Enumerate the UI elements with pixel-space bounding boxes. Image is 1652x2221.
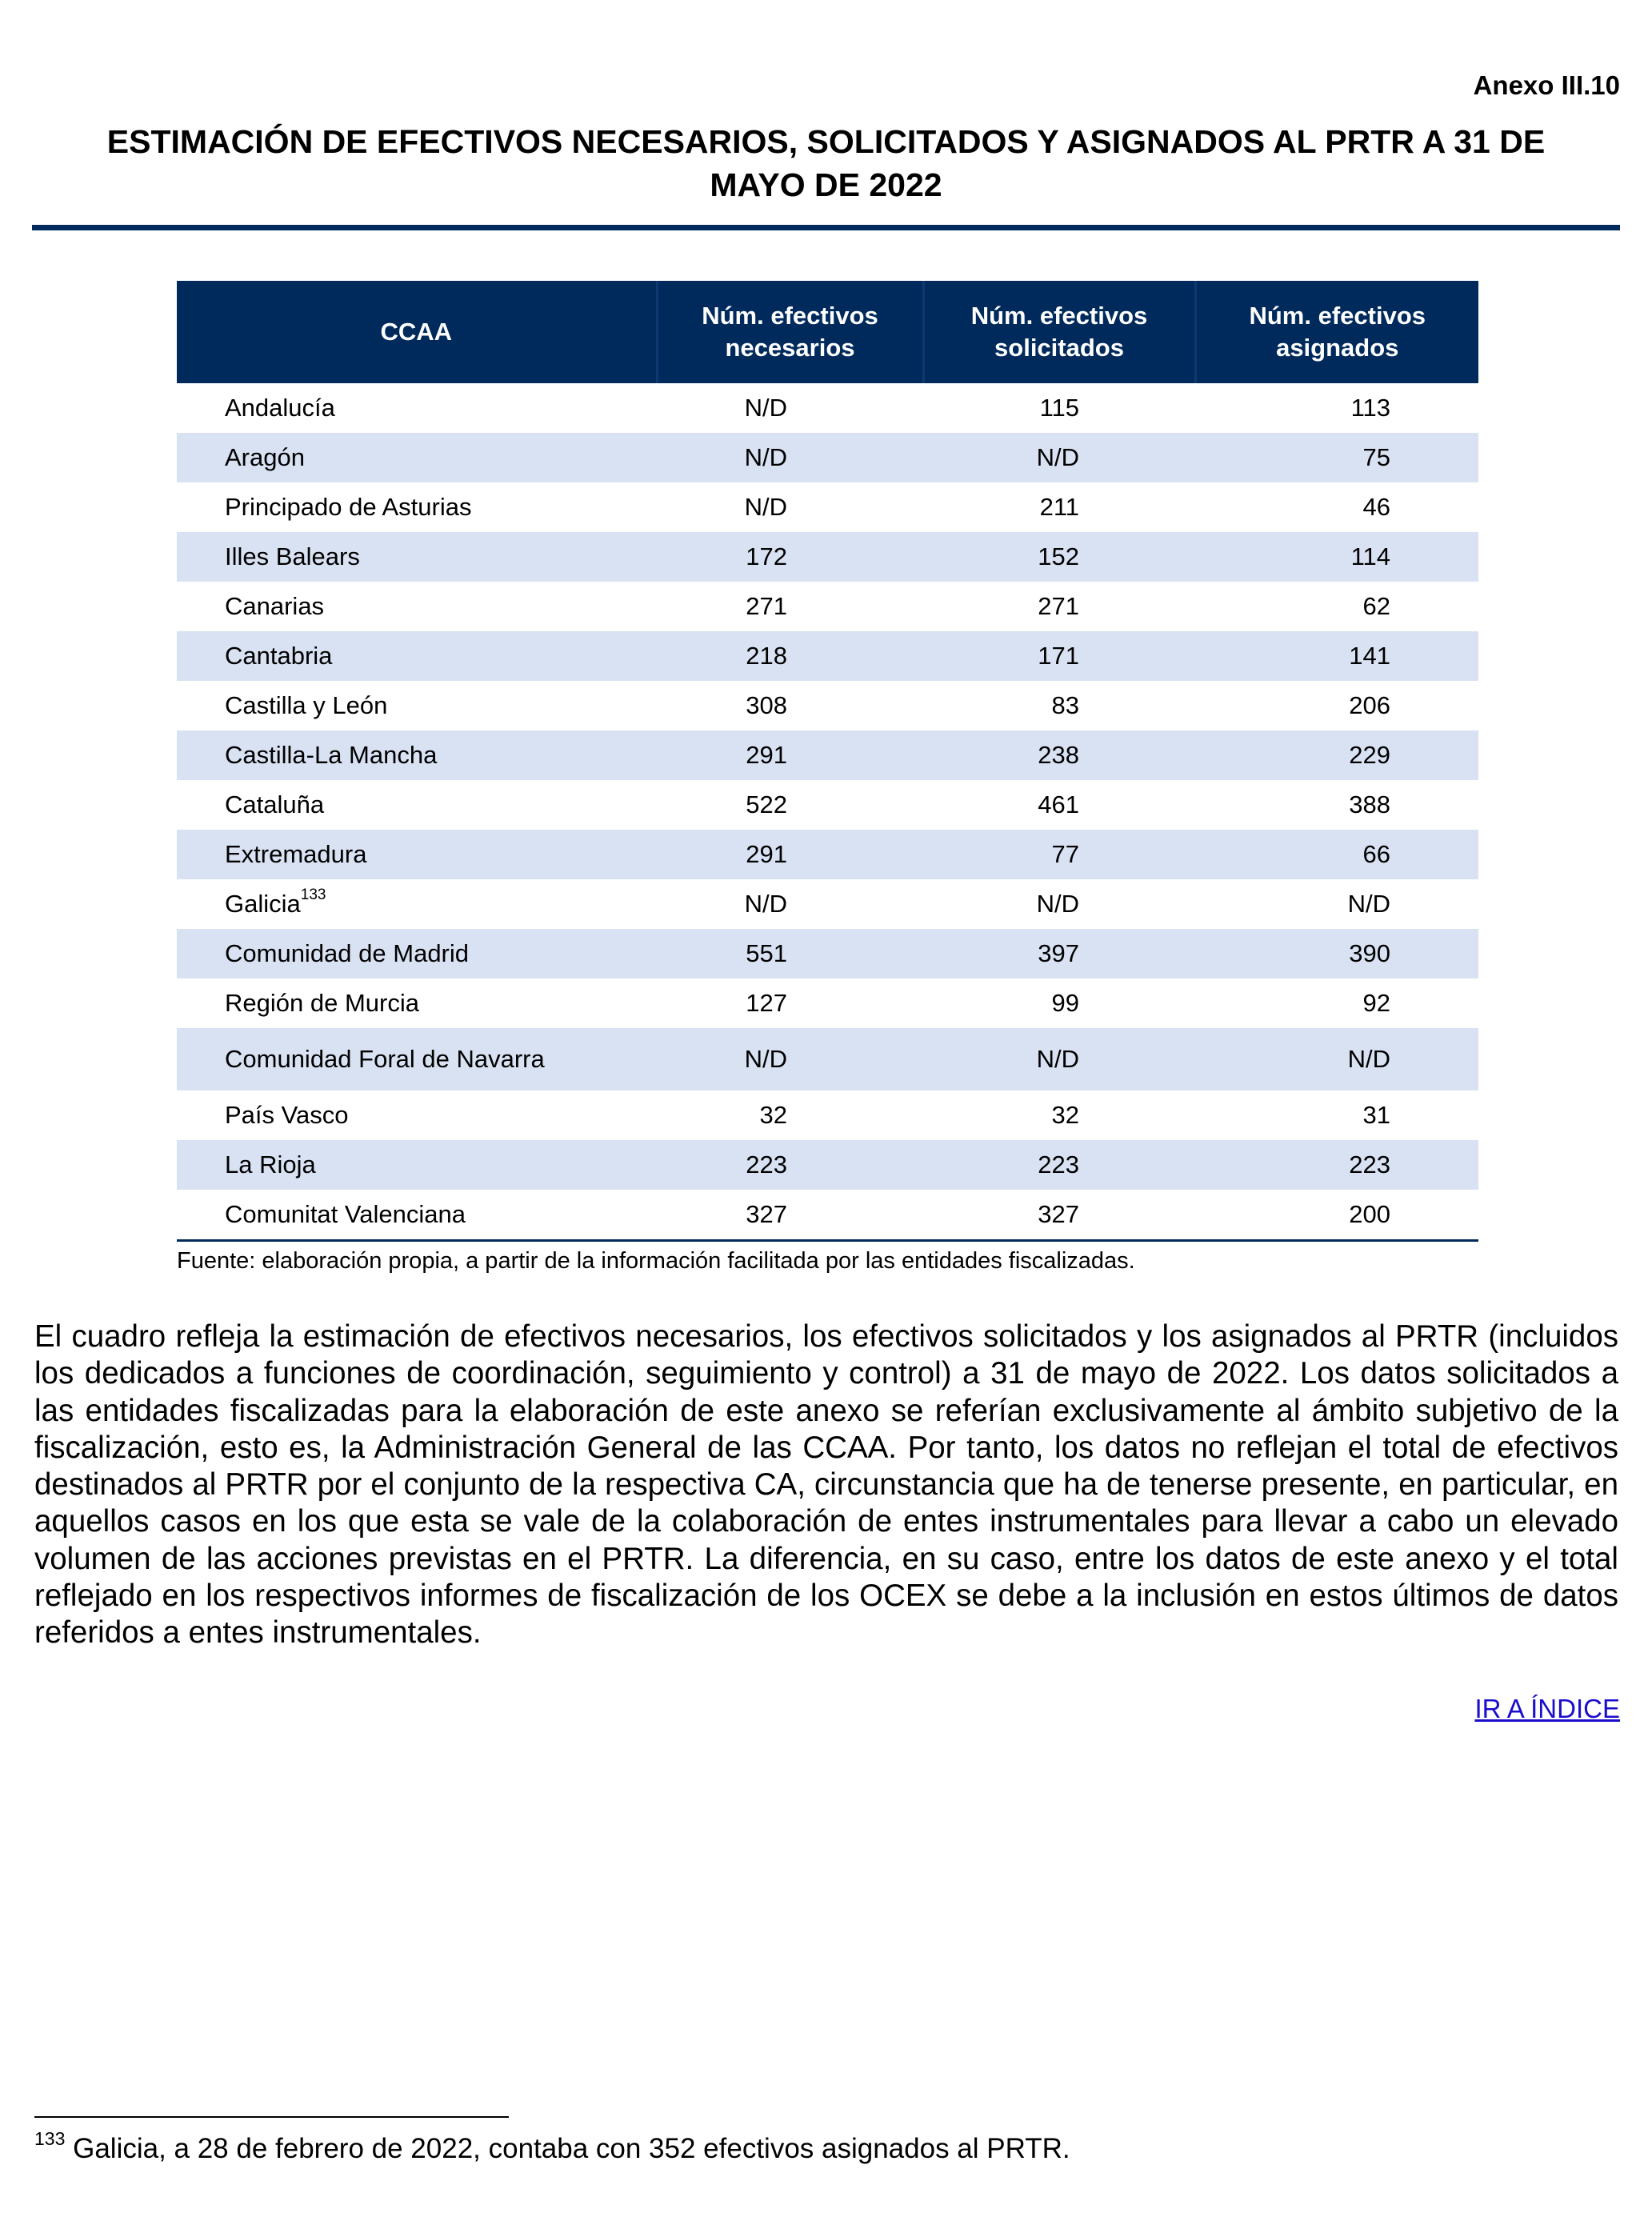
cell-asignados: 62 [1362,592,1390,620]
table-row [177,532,1478,582]
cell-necesarios: 127 [746,989,787,1017]
column-header-solicitados: Núm. efectivos solicitados [923,281,1195,383]
cell-asignados: 114 [1195,532,1478,582]
cell-solicitados: 327 [923,1190,1195,1241]
table-row [177,582,1478,631]
cell-solicitados: 211 [1039,493,1079,521]
cell-solicitados: 238 [923,730,1195,780]
cell-ccaa: Comunidad Foral de Navarra [177,1028,657,1090]
cell-asignados: 66 [1195,830,1478,879]
cell-ccaa: La Rioja [177,1140,657,1190]
cell-ccaa: Extremadura [177,830,657,879]
cell-ccaa: Principado de Asturias [225,493,472,521]
table-row [177,879,1478,929]
cell-necesarios: 291 [657,730,923,780]
cell-necesarios: 291 [657,830,923,879]
cell-necesarios: 218 [657,631,923,681]
title-line-2: MAYO DE 2022 [710,166,942,203]
cell-asignados: 388 [1349,790,1390,818]
column-header-necesarios: Núm. efectivos necesarios [657,281,923,383]
cell-solicitados: 152 [923,532,1195,582]
cell-asignados: 229 [1195,730,1478,780]
cell-asignados: N/D [1347,890,1390,918]
table-row [177,681,1478,730]
column-header-ccaa: CCAA [177,281,657,383]
table-row [177,1028,1478,1090]
cell-necesarios: N/D [657,1028,923,1090]
cell-necesarios: N/D [744,394,787,422]
cell-necesarios: 308 [746,691,787,719]
cell-asignados: 141 [1195,631,1478,681]
cell-necesarios: 172 [657,532,923,582]
column-header-asignados: Núm. efectivos asignados [1195,281,1478,383]
cell-necesarios: 522 [746,790,787,818]
cell-ccaa: Canarias [225,592,325,620]
table-row [177,730,1478,780]
cell-asignados: 200 [1195,1190,1478,1241]
cell-ccaa: Comunitat Valenciana [177,1190,657,1241]
annex-label: Anexo III.10 [1473,70,1620,100]
footnote [34,2128,1070,2165]
cell-solicitados: 99 [1051,989,1079,1017]
title-divider [32,225,1620,230]
staff-table [177,281,1478,1242]
cell-asignados: 92 [1362,989,1390,1017]
cell-ccaa: Comunidad de Madrid [177,929,657,978]
cell-necesarios: 271 [746,592,787,620]
cell-necesarios: N/D [744,890,787,918]
cell-asignados: 75 [1195,433,1478,482]
cell-asignados: 223 [1195,1140,1478,1190]
table-row [177,978,1478,1028]
footnote-ref: 133 [300,886,326,903]
cell-necesarios: N/D [744,493,787,521]
cell-ccaa: Aragón [177,433,657,482]
cell-ccaa: País Vasco [225,1101,349,1129]
cell-asignados: 113 [1350,394,1390,422]
footnote-text: Galicia, a 28 de febrero de 2022, contaba con 352 efectivos asignados al PRTR. [65,2133,1070,2164]
cell-asignados: 31 [1362,1101,1390,1129]
cell-necesarios: 551 [657,929,923,978]
cell-asignados: N/D [1195,1028,1478,1090]
table-row [177,780,1478,830]
footnote-divider [34,2116,509,2118]
table-row [177,929,1478,978]
cell-ccaa: Andalucía [225,394,335,422]
table-row [177,830,1478,879]
table-source-note: Fuente: elaboración propia, a partir de la información facilitada por las entidades fiscalizadas. [177,1248,1135,1274]
title-line-1: ESTIMACIÓN DE EFECTIVOS NECESARIOS, SOLICITADOS Y ASIGNADOS AL PRTR A 31 DE [106,123,1546,160]
cell-solicitados: 77 [923,830,1195,879]
cell-ccaa: Galicia$^{133}$ [225,886,326,918]
cell-solicitados: 271 [1038,592,1079,620]
table-row [177,1190,1478,1241]
page-title [32,120,1620,206]
cell-solicitados: 461 [1038,790,1079,818]
cell-solicitados: 115 [1039,394,1079,422]
cell-necesarios: 327 [657,1190,923,1241]
cell-ccaa: Cataluña [225,790,325,818]
table-row [177,631,1478,681]
table-row [177,482,1478,532]
cell-solicitados: N/D [923,1028,1195,1090]
table-row [177,1090,1478,1140]
table-body [177,383,1478,1241]
staff-table-container [177,281,1478,1242]
cell-solicitados: 397 [923,929,1195,978]
table-row [177,383,1478,433]
cell-necesarios: N/D [657,433,923,482]
cell-solicitados: N/D [923,433,1195,482]
footnote-number: 133 [34,2128,66,2149]
table-row [177,1140,1478,1190]
cell-ccaa: Cantabria [177,631,657,681]
table-row [177,433,1478,482]
cell-asignados: 46 [1362,493,1390,521]
explanatory-paragraph: El cuadro refleja la estimación de efectivos necesarios, los efectivos solicitados y los asignados al PRTR (incluidos los dedicados a funciones de coordinación, seguimiento y control) a 31 de mayo de 2022. Los datos solicitados a las entidades fiscalizadas para la elaboración de este anexo se referían exclusivamente al ámbito subjetivo de la fiscalización, esto es, la Administración General de las CCAA. Por tanto, los datos no reflejan el total de efectivos destinados al PRTR por el conjunto de la respectiva CA, circunstancia que ha de tenerse presente, en particular, en aquellos casos en los que esta se vale de la colaboración de entes instrumentales para llevar a cabo un elevado volumen de las acciones previstas en el PRTR. La diferencia, en su caso, entre los datos de este anexo y el total reflejado en los respectivos informes de fiscalización de los OCEX se debe a la inclusión en estos últimos de datos referidos a entes instrumentales. [34,1319,1618,1651]
cell-solicitados: 223 [923,1140,1195,1190]
cell-asignados: 206 [1349,691,1390,719]
cell-asignados: 390 [1195,929,1478,978]
cell-ccaa: Región de Murcia [225,989,419,1017]
cell-necesarios: 32 [759,1101,787,1129]
cell-ccaa: Castilla y León [225,691,388,719]
cell-solicitados: 83 [1051,691,1079,719]
cell-solicitados: N/D [1036,890,1079,918]
cell-solicitados: 171 [923,631,1195,681]
table-header-row [177,281,1478,383]
cell-solicitados: 32 [1051,1101,1079,1129]
cell-ccaa: Castilla-La Mancha [177,730,657,780]
cell-ccaa: Illes Balears [177,532,657,582]
index-link[interactable]: IR A ÍNDICE [1474,1694,1620,1723]
cell-necesarios: 223 [657,1140,923,1190]
